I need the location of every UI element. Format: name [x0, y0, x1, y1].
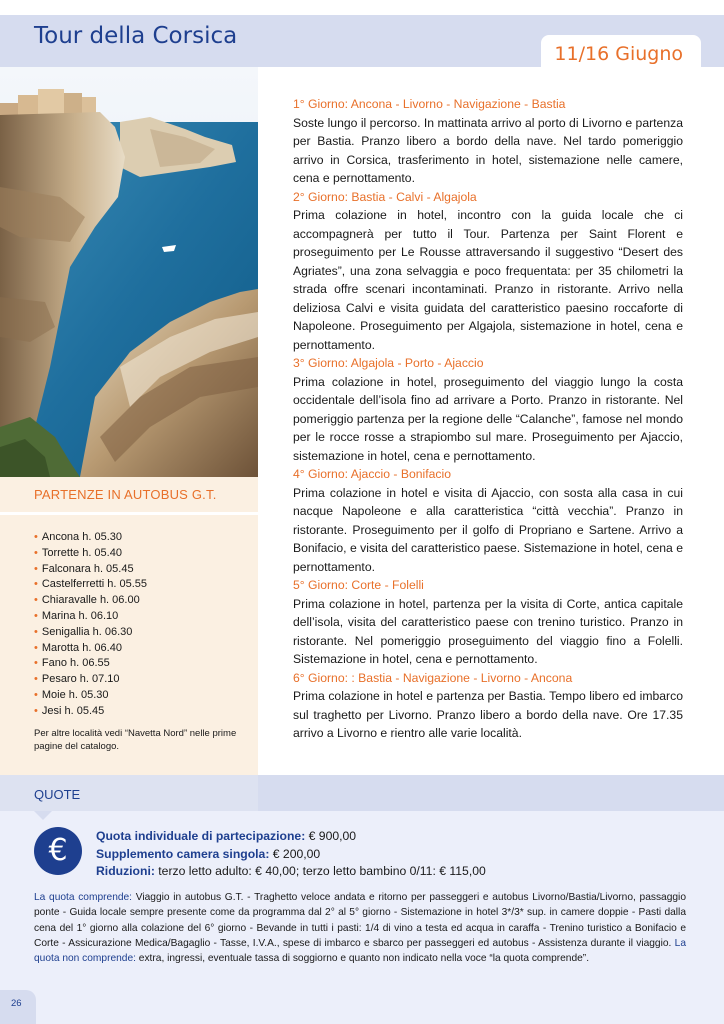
itinerary [293, 95, 683, 743]
day-description: Prima colazione in hotel, incontro con la guida locale che ci accompagnerà per tutto il Tour. Partenza per Saint Florent e proseguimento per Le Rousse attraversando il suggestivo “Desert des Agriates”, una zona selvaggia e poco frequentata: per 35 chilometri la strada offre scenari incontaminati. Pranzo in ristorante. Arrivo nella deliziosa Calvi e visita guidata del caratteristico paesino roccaforte di Napoleone. Proseguimento per Algajola, sistemazione in hotel, cena e pernottamento. [293, 208, 683, 352]
date-box [541, 35, 701, 75]
day-6 [293, 669, 683, 743]
departure-item: • Moie h. 05.30 [34, 688, 147, 704]
day-title: 5° Giorno: Corte - Folelli [293, 578, 424, 592]
price-line [96, 846, 486, 864]
day-1 [293, 95, 683, 188]
departure-item: • Castelferretti h. 05.55 [34, 577, 147, 593]
departure-item: • Ancona h. 05.30 [34, 530, 147, 546]
departures-title: PARTENZE IN AUTOBUS G.T. [34, 487, 217, 502]
departures-divider [0, 512, 258, 515]
departures-note: Per altre località vedi “Navetta Nord” nelle prime pagine del catalogo. [34, 728, 237, 752]
day-title: 6° Giorno: : Bastia - Navigazione - Livorno - Ancona [293, 670, 573, 685]
includes-text: Viaggio in autobus G.T. - Traghetto veloce andata e ritorno per passeggeri e autobus Livorno/Bastia/Livorno, passaggio ponte - Guida locale sempre presente come da programma dal 2° al 5° giorno - Sistemazione in hotel 3*/3* sup. in camere doppie - Pasti dalla cena del 1° giorno alla colazione del 6° giorno - Bevande in tutti i pasti: 1/4 di vino a testa ed acqua in caraffa - Trenino turistico a Bonifacio e Corte - Assicurazione Medica/Bagaglio - Tasse, I.V.A., spese di imbarco e sbarco per passeggeri ed autobus - Assistenza durante il viaggio. [34, 892, 686, 949]
departures-list [34, 530, 147, 720]
departure-item: • Marotta h. 06.40 [34, 641, 147, 657]
price-line [96, 863, 486, 881]
quote-label: QUOTE [34, 787, 81, 802]
page-number: 26 [11, 998, 22, 1009]
price-label: Riduzioni: [96, 864, 155, 878]
departure-item: • Pesaro h. 07.10 [34, 672, 147, 688]
day-description: Prima colazione in hotel, proseguimento del viaggio lungo la costa occidentale dell’isola fino ad arrivare a Porto. Pranzo in ristorante. Nel pomeriggio partenza per la regione delle “Calanche”, famose nel mondo per le rocce rosse a strapiombo sul mare. Proseguimento per Ajaccio, sistemazione in hotel, cena e pernottamento. [293, 374, 683, 463]
price-value: terzo letto adulto: € 40,00; terzo letto bambino 0/11: € 115,00 [158, 864, 486, 878]
day-4 [293, 465, 683, 576]
day-title: 1° Giorno: Ancona - Livorno - Navigazione - Bastia [293, 97, 566, 111]
departure-item: • Fano h. 06.55 [34, 656, 147, 672]
departure-item: • Torrette h. 05.40 [34, 546, 147, 562]
day-2 [293, 188, 683, 355]
departure-item: • Falconara h. 05.45 [34, 562, 147, 578]
includes-label: La quota comprende: [34, 892, 133, 903]
photo-illustration [0, 67, 258, 477]
day-description: Prima colazione in hotel, partenza per la visita di Corte, antica capitale dell’isola, visita del caratteristico paese con trenino turistico. Pranzo in ristorante. Nel pomeriggio proseguimento del viaggio fino a Folelli. Sistemazione in hotel, cena e pernottamento. [293, 596, 683, 666]
tour-dates: 11/16 Giugno [554, 43, 683, 65]
price-line [96, 828, 486, 846]
day-title: 4° Giorno: Ajaccio - Bonifacio [293, 467, 451, 481]
price-value: € 200,00 [272, 846, 321, 861]
day-title: 2° Giorno: Bastia - Calvi - Algajola [293, 189, 477, 204]
day-description: Prima colazione in hotel e visita di Ajaccio, con sosta alla casa in cui nacque Napoleone e alla caratteristica “città vecchia”. Pranzo in ristorante. Proseguimento per il golfo di Propriano e Sartene. Arrivo a Bonifacio, e visita del caratteristico paese. Sistemazione in hotel, cena e pernottamento. [293, 485, 683, 574]
page-title: Tour della Corsica [34, 23, 238, 49]
day-description: Prima colazione in hotel e partenza per Bastia. Tempo libero ed imbarco sul traghetto per Livorno. Pranzo libero a bordo della nave. Ore 17.35 arrivo a Livorno e rientro alle varie località. [293, 689, 683, 740]
excludes-text: extra, ingressi, eventuale tassa di soggiorno e quanto non indicato nella voce “la quota comprende”. [138, 953, 590, 965]
departure-item: • Senigallia h. 06.30 [34, 625, 147, 641]
price-label: Supplemento camera singola: [96, 846, 270, 861]
quote-conditions [34, 890, 686, 966]
day-3 [293, 354, 683, 465]
departure-item: • Jesi h. 05.45 [34, 704, 147, 720]
price-label: Quota individuale di partecipazione: [96, 829, 306, 843]
price-list [96, 828, 486, 881]
day-5 [293, 576, 683, 669]
departure-item: • Chiaravalle h. 06.00 [34, 593, 147, 609]
price-value: € 900,00 [308, 829, 357, 843]
quote-notch [34, 811, 52, 820]
corsica-cliffs-photo [0, 67, 258, 477]
day-title: 3° Giorno: Algajola - Porto - Ajaccio [293, 356, 484, 370]
departure-item: • Marina h. 06.10 [34, 609, 147, 625]
euro-icon: € [34, 827, 82, 875]
excludes-label: La quota non comprende: [34, 937, 686, 965]
day-description: Soste lungo il percorso. In mattinata arrivo al porto di Livorno e partenza per Bastia. Pranzo libero a bordo della nave. Nel tardo pomeriggio arrivo in Corsica, trasferimento in hotel, sistemazione nelle camere, cena e pernottamento. [293, 115, 683, 185]
